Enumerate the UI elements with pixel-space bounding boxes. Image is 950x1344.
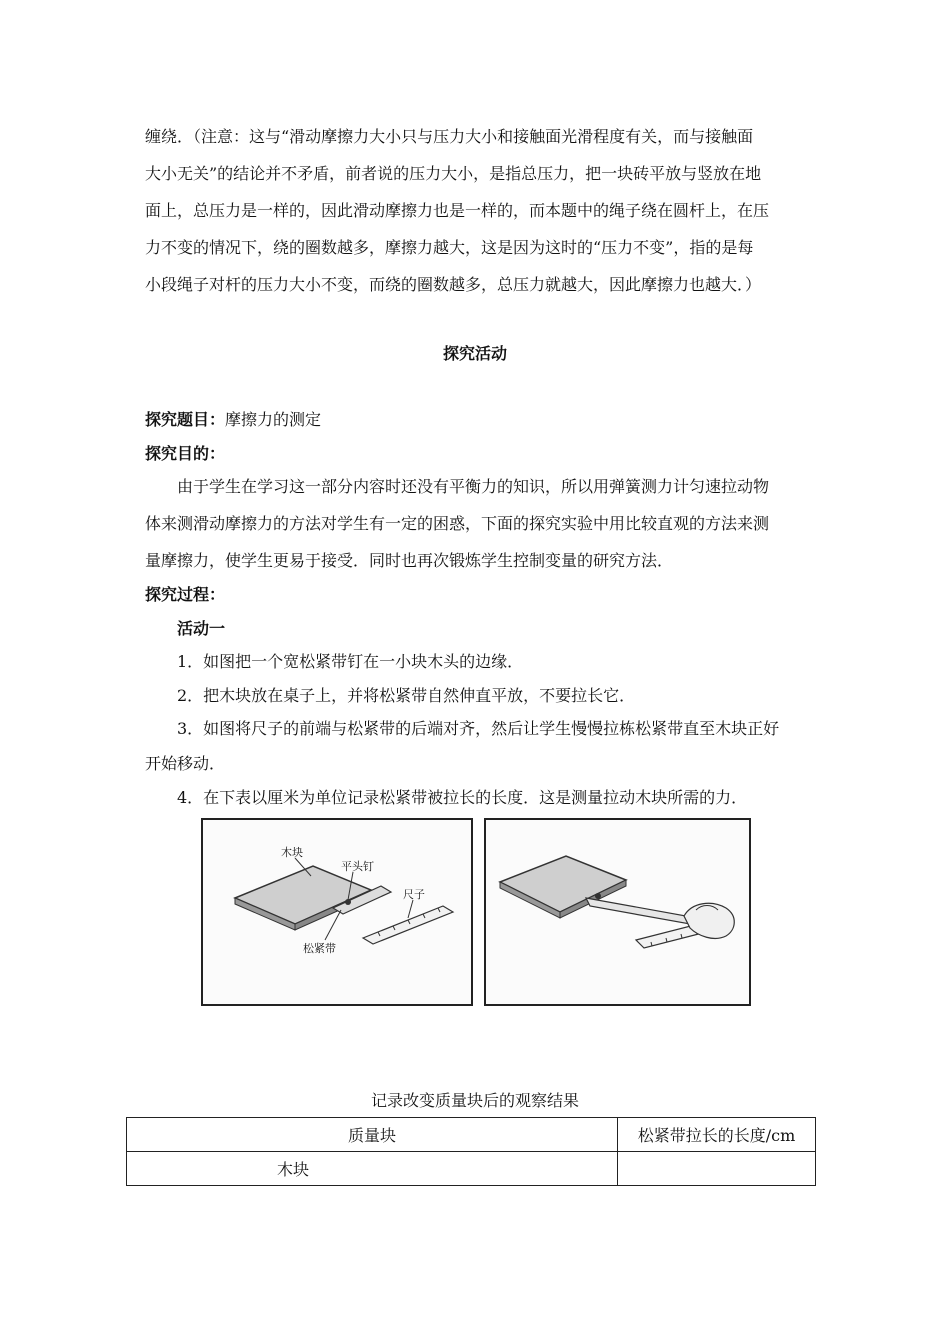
purpose-line-2: 体来测滑动摩擦力的方法对学生有一定的困惑，下面的探究实验中用比较直观的方法来测 [145, 514, 770, 533]
purpose-line-1: 由于学生在学习这一部分内容时还没有平衡力的知识，所以用弹簧测力计匀速拉动物 [177, 477, 770, 496]
setup-illustration [203, 820, 471, 1004]
topic-row [145, 410, 321, 430]
figure-pulling-image [484, 818, 751, 1006]
purpose-line-3: 量摩擦力，使学生更易于接受．同时也再次锻炼学生控制变量的研究方法． [145, 551, 674, 570]
table-caption: 记录改变质量块后的观察结果 [370, 1091, 579, 1110]
label-nail: 平头钉 [341, 860, 374, 873]
intro-line-2: 大小无关”的结论并不矛盾，前者说的压力大小，是指总压力，把一块砖平放与竖放在地 [145, 164, 762, 183]
section-title: 探究活动 [442, 344, 507, 363]
step-4: 4．在下表以厘米为单位记录松紧带被拉长的长度．这是测量拉动木块所需的力． [177, 788, 748, 807]
observation-table [126, 1117, 816, 1186]
header-stretch-length: 松紧带拉长的长度/cm [618, 1118, 816, 1152]
intro-line-5: 小段绳子对杆的压力大小不变，而绕的圈数越多，总压力就越大，因此摩擦力也越大．） [145, 275, 762, 294]
topic-value: 摩擦力的测定 [225, 410, 322, 429]
intro-line-4: 力不变的情况下，绕的圈数越多，摩擦力越大，这是因为这时的“压力不变”，指的是每 [145, 238, 754, 257]
topic-label: 探究题目： [145, 410, 226, 429]
wood-block-shape [235, 866, 371, 924]
step-1: 1．如图把一个宽松紧带钉在一小块木头的边缘． [177, 652, 524, 671]
purpose-label: 探究目的： [145, 444, 226, 463]
cell-stretch-length[interactable] [618, 1152, 816, 1186]
step-3-cont: 开始移动． [145, 754, 226, 773]
figure-setup-image [201, 818, 473, 1006]
step-3: 3．如图将尺子的前端与松紧带的后端对齐，然后让学生慢慢拉栋松紧带直至木块正好 [177, 719, 780, 738]
activity-title: 活动一 [177, 619, 226, 638]
header-mass-block: 质量块 [127, 1118, 618, 1152]
label-ruler: 尺子 [403, 888, 425, 901]
step-2: 2．把木块放在桌子上，并将松紧带自然伸直平放，不要拉长它． [177, 686, 636, 705]
label-band: 松紧带 [303, 942, 336, 955]
process-label: 探究过程： [145, 585, 226, 604]
pulling-illustration [486, 820, 749, 1004]
table-header-row [127, 1118, 816, 1152]
label-block: 木块 [281, 846, 303, 859]
intro-line-3: 面上，总压力是一样的，因此滑动摩擦力也是一样的，而本题中的绳子绕在圆杆上，在压 [145, 201, 770, 220]
table-row [127, 1152, 816, 1186]
intro-line-1: 缠绕．（注意：这与“滑动摩擦力大小只与压力大小和接触面光滑程度有关，而与接触面 [145, 127, 754, 146]
cell-mass-block: 木块 [127, 1152, 618, 1186]
